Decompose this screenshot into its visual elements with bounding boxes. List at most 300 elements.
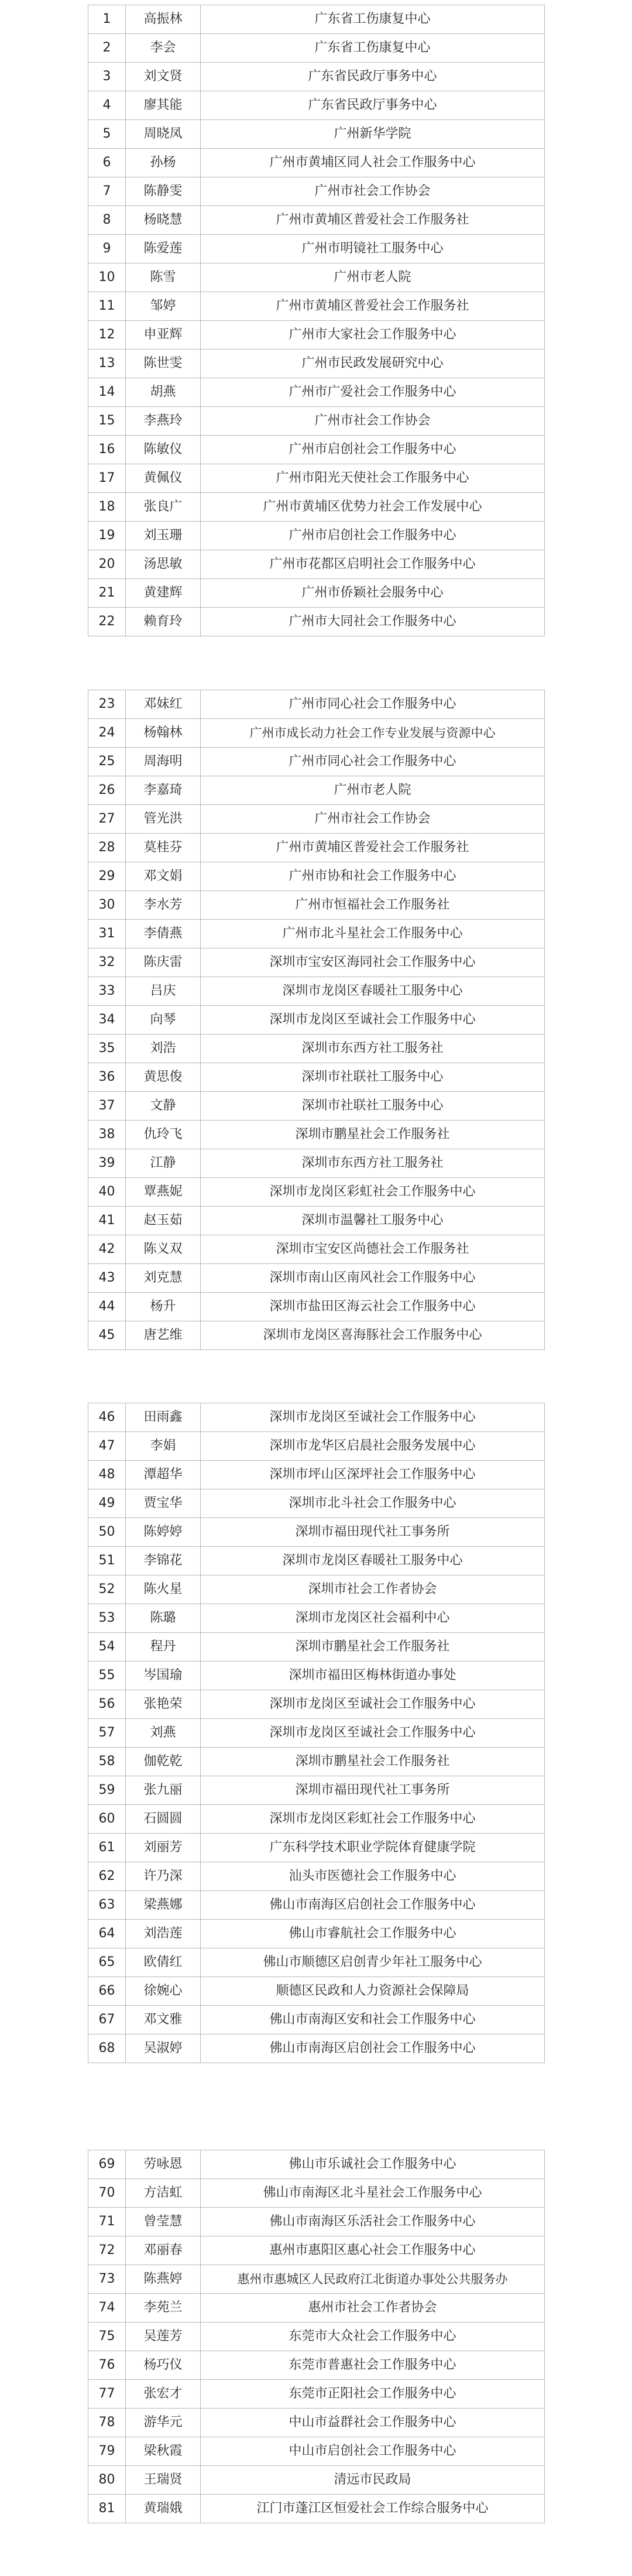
organization-cell: 广州市社会工作协会	[201, 177, 545, 206]
table-row	[88, 120, 545, 149]
table-row	[88, 1489, 545, 1518]
table-row	[88, 1403, 545, 1432]
row-number-cell: 78	[88, 2409, 126, 2437]
organization-cell: 佛山市南海区北斗星社会工作服务中心	[201, 2179, 545, 2208]
row-number-cell: 47	[88, 1432, 126, 1461]
table-row	[88, 1834, 545, 1862]
organization-cell: 广州市社会工作协会	[201, 407, 545, 436]
table-row	[88, 1920, 545, 1948]
row-number-cell: 10	[88, 263, 126, 292]
table-row	[88, 2006, 545, 2034]
table-row	[88, 948, 545, 977]
organization-cell: 广东省民政厅事务中心	[201, 91, 545, 120]
row-number-cell: 16	[88, 436, 126, 464]
roster-panel-4	[88, 2150, 544, 2523]
organization-cell: 佛山市乐诚社会工作服务中心	[201, 2150, 545, 2179]
organization-cell: 广州市黄埔区普爱社会工作服务社	[201, 292, 545, 321]
organization-cell: 佛山市南海区启创社会工作服务中心	[201, 2034, 545, 2063]
organization-cell: 惠州市惠城区人民政府江北街道办事处公共服务办	[201, 2265, 545, 2294]
person-name-cell: 张宏才	[126, 2380, 201, 2409]
person-name-cell: 周海明	[126, 748, 201, 776]
person-name-cell: 文静	[126, 1092, 201, 1121]
organization-cell: 深圳市鹏星社会工作服务社	[201, 1633, 545, 1662]
person-name-cell: 陈火星	[126, 1575, 201, 1604]
table-row	[88, 2380, 545, 2409]
organization-cell: 深圳市龙岗区至诚社会工作服务中心	[201, 1719, 545, 1748]
organization-cell: 深圳市龙岗区彩虹社会工作服务中心	[201, 1805, 545, 1834]
organization-cell: 深圳市龙岗区春暖社工服务中心	[201, 1547, 545, 1575]
table-row	[88, 748, 545, 776]
row-number-cell: 80	[88, 2466, 126, 2495]
table-row	[88, 1662, 545, 1690]
person-name-cell: 刘燕	[126, 1719, 201, 1748]
person-name-cell: 赵玉茹	[126, 1207, 201, 1235]
person-name-cell: 邓妹红	[126, 690, 201, 719]
row-number-cell: 58	[88, 1748, 126, 1776]
table-row	[88, 1121, 545, 1149]
organization-cell: 广州市老人院	[201, 776, 545, 805]
row-number-cell: 28	[88, 834, 126, 862]
organization-cell: 广州市同心社会工作服务中心	[201, 748, 545, 776]
person-name-cell: 覃燕妮	[126, 1178, 201, 1207]
person-name-cell: 赖育玲	[126, 608, 201, 636]
table-row	[88, 1977, 545, 2006]
person-name-cell: 高振林	[126, 5, 201, 34]
organization-cell: 广东科学技术职业学院体育健康学院	[201, 1834, 545, 1862]
row-number-cell: 20	[88, 550, 126, 579]
table-row	[88, 690, 545, 719]
row-number-cell: 3	[88, 63, 126, 91]
organization-cell: 广州新华学院	[201, 120, 545, 149]
table-row	[88, 436, 545, 464]
row-number-cell: 81	[88, 2495, 126, 2523]
organization-cell: 中山市益群社会工作服务中心	[201, 2409, 545, 2437]
row-number-cell: 25	[88, 748, 126, 776]
row-number-cell: 44	[88, 1293, 126, 1321]
row-number-cell: 7	[88, 177, 126, 206]
table-row	[88, 1518, 545, 1547]
person-name-cell: 邓文娟	[126, 862, 201, 891]
row-number-cell: 57	[88, 1719, 126, 1748]
organization-cell: 深圳市龙岗区至诚社会工作服务中心	[201, 1403, 545, 1432]
person-name-cell: 李倩燕	[126, 920, 201, 948]
table-row	[88, 2409, 545, 2437]
organization-cell: 广东省工伤康复中心	[201, 5, 545, 34]
row-number-cell: 43	[88, 1264, 126, 1293]
organization-cell: 深圳市龙岗区至诚社会工作服务中心	[201, 1006, 545, 1034]
person-name-cell: 张九丽	[126, 1776, 201, 1805]
person-name-cell: 杨升	[126, 1293, 201, 1321]
organization-cell: 广东省民政厅事务中心	[201, 63, 545, 91]
organization-cell: 清远市民政局	[201, 2466, 545, 2495]
person-name-cell: 黄佩仪	[126, 464, 201, 493]
table-row	[88, 1633, 545, 1662]
person-name-cell: 杨晓慧	[126, 206, 201, 235]
organization-cell: 深圳市龙岗区彩虹社会工作服务中心	[201, 1178, 545, 1207]
person-name-cell: 贾宝华	[126, 1489, 201, 1518]
roster-panel-1	[88, 5, 544, 636]
row-number-cell: 79	[88, 2437, 126, 2466]
table-row	[88, 34, 545, 63]
row-number-cell: 52	[88, 1575, 126, 1604]
person-name-cell: 刘丽芳	[126, 1834, 201, 1862]
row-number-cell: 75	[88, 2322, 126, 2351]
person-name-cell: 李娟	[126, 1432, 201, 1461]
table-row	[88, 1948, 545, 1977]
table-row	[88, 920, 545, 948]
row-number-cell: 68	[88, 2034, 126, 2063]
table-row	[88, 1604, 545, 1633]
roster-panel-3	[88, 1403, 544, 2063]
table-row	[88, 2034, 545, 2063]
row-number-cell: 67	[88, 2006, 126, 2034]
row-number-cell: 56	[88, 1690, 126, 1719]
row-number-cell: 31	[88, 920, 126, 948]
person-name-cell: 周晓凤	[126, 120, 201, 149]
organization-cell: 深圳市福田现代社工事务所	[201, 1776, 545, 1805]
table-row	[88, 1547, 545, 1575]
person-name-cell: 邓丽春	[126, 2236, 201, 2265]
table-row	[88, 407, 545, 436]
organization-cell: 惠州市惠阳区惠心社会工作服务中心	[201, 2236, 545, 2265]
table-row	[88, 1293, 545, 1321]
person-name-cell: 王瑞贤	[126, 2466, 201, 2495]
organization-cell: 广州市阳光天使社会工作服务中心	[201, 464, 545, 493]
person-name-cell: 陈庆雷	[126, 948, 201, 977]
organization-cell: 深圳市鹏星社会工作服务社	[201, 1121, 545, 1149]
table-row	[88, 834, 545, 862]
row-number-cell: 73	[88, 2265, 126, 2294]
row-number-cell: 41	[88, 1207, 126, 1235]
organization-cell: 广州市恒福社会工作服务社	[201, 891, 545, 920]
person-name-cell: 欧倩红	[126, 1948, 201, 1977]
person-name-cell: 李燕玲	[126, 407, 201, 436]
row-number-cell: 27	[88, 805, 126, 834]
row-number-cell: 54	[88, 1633, 126, 1662]
row-number-cell: 33	[88, 977, 126, 1006]
person-name-cell: 向琴	[126, 1006, 201, 1034]
organization-cell: 深圳市龙岗区至诚社会工作服务中心	[201, 1690, 545, 1719]
person-name-cell: 刘浩	[126, 1034, 201, 1063]
table-row	[88, 149, 545, 177]
person-name-cell: 陈燕婷	[126, 2265, 201, 2294]
organization-cell: 深圳市鹏星社会工作服务社	[201, 1748, 545, 1776]
person-name-cell: 李会	[126, 34, 201, 63]
table-row	[88, 263, 545, 292]
person-name-cell: 刘克慧	[126, 1264, 201, 1293]
organization-cell: 汕头市医德社会工作服务中心	[201, 1862, 545, 1891]
person-name-cell: 石圆圆	[126, 1805, 201, 1834]
organization-cell: 深圳市盐田区海云社会工作服务中心	[201, 1293, 545, 1321]
table-row	[88, 2437, 545, 2466]
person-name-cell: 江静	[126, 1149, 201, 1178]
person-name-cell: 田雨鑫	[126, 1403, 201, 1432]
table-row	[88, 1748, 545, 1776]
table-row	[88, 350, 545, 378]
organization-cell: 东莞市普惠社会工作服务中心	[201, 2351, 545, 2380]
organization-cell: 广州市老人院	[201, 263, 545, 292]
person-name-cell: 曾莹慧	[126, 2208, 201, 2236]
organization-cell: 中山市启创社会工作服务中心	[201, 2437, 545, 2466]
table-row	[88, 321, 545, 350]
organization-cell: 深圳市福田现代社工事务所	[201, 1518, 545, 1547]
person-name-cell: 潭超华	[126, 1461, 201, 1489]
table-row	[88, 493, 545, 522]
row-number-cell: 15	[88, 407, 126, 436]
table-row	[88, 378, 545, 407]
person-name-cell: 刘玉珊	[126, 522, 201, 550]
person-name-cell: 黄瑞娥	[126, 2495, 201, 2523]
row-number-cell: 19	[88, 522, 126, 550]
row-number-cell: 39	[88, 1149, 126, 1178]
table-row	[88, 292, 545, 321]
row-number-cell: 72	[88, 2236, 126, 2265]
row-number-cell: 5	[88, 120, 126, 149]
row-number-cell: 23	[88, 690, 126, 719]
table-row	[88, 1321, 545, 1350]
row-number-cell: 65	[88, 1948, 126, 1977]
table-row	[88, 1690, 545, 1719]
row-number-cell: 49	[88, 1489, 126, 1518]
row-number-cell: 40	[88, 1178, 126, 1207]
person-name-cell: 游华元	[126, 2409, 201, 2437]
person-name-cell: 申亚辉	[126, 321, 201, 350]
table-row	[88, 2265, 545, 2294]
organization-cell: 深圳市龙岗区社会福利中心	[201, 1604, 545, 1633]
person-name-cell: 徐婉心	[126, 1977, 201, 2006]
person-name-cell: 刘浩莲	[126, 1920, 201, 1948]
row-number-cell: 51	[88, 1547, 126, 1575]
row-number-cell: 42	[88, 1235, 126, 1264]
person-name-cell: 孙杨	[126, 149, 201, 177]
person-name-cell: 唐艺维	[126, 1321, 201, 1350]
person-name-cell: 陈婷婷	[126, 1518, 201, 1547]
table-row	[88, 235, 545, 263]
roster-table-3	[88, 1403, 545, 2063]
organization-cell: 广州市启创社会工作服务中心	[201, 436, 545, 464]
table-row	[88, 776, 545, 805]
organization-cell: 广州市协和社会工作服务中心	[201, 862, 545, 891]
organization-cell: 广州市黄埔区普爱社会工作服务社	[201, 206, 545, 235]
organization-cell: 佛山市睿航社会工作服务中心	[201, 1920, 545, 1948]
person-name-cell: 胡燕	[126, 378, 201, 407]
row-number-cell: 55	[88, 1662, 126, 1690]
organization-cell: 东莞市正阳社会工作服务中心	[201, 2380, 545, 2409]
row-number-cell: 6	[88, 149, 126, 177]
row-number-cell: 12	[88, 321, 126, 350]
row-number-cell: 34	[88, 1006, 126, 1034]
row-number-cell: 4	[88, 91, 126, 120]
organization-cell: 佛山市南海区乐活社会工作服务中心	[201, 2208, 545, 2236]
row-number-cell: 64	[88, 1920, 126, 1948]
organization-cell: 广州市启创社会工作服务中心	[201, 522, 545, 550]
organization-cell: 广州市成长动力社会工作专业发展与资源中心	[201, 719, 545, 748]
table-row	[88, 1862, 545, 1891]
person-name-cell: 程丹	[126, 1633, 201, 1662]
person-name-cell: 陈爱莲	[126, 235, 201, 263]
table-row	[88, 2351, 545, 2380]
organization-cell: 佛山市南海区安和社会工作服务中心	[201, 2006, 545, 2034]
person-name-cell: 廖其能	[126, 91, 201, 120]
table-row	[88, 805, 545, 834]
row-number-cell: 70	[88, 2179, 126, 2208]
organization-cell: 佛山市南海区启创社会工作服务中心	[201, 1891, 545, 1920]
person-name-cell: 张艳荣	[126, 1690, 201, 1719]
person-name-cell: 陈世雯	[126, 350, 201, 378]
roster-panel-2	[88, 690, 544, 1350]
organization-cell: 广州市北斗星社会工作服务中心	[201, 920, 545, 948]
person-name-cell: 刘文贤	[126, 63, 201, 91]
row-number-cell: 30	[88, 891, 126, 920]
organization-cell: 广州市花都区启明社会工作服务中心	[201, 550, 545, 579]
organization-cell: 深圳市北斗社会工作服务中心	[201, 1489, 545, 1518]
person-name-cell: 梁秋霞	[126, 2437, 201, 2466]
row-number-cell: 9	[88, 235, 126, 263]
person-name-cell: 岑国瑜	[126, 1662, 201, 1690]
row-number-cell: 26	[88, 776, 126, 805]
organization-cell: 深圳市南山区南风社会工作服务中心	[201, 1264, 545, 1293]
person-name-cell: 张良广	[126, 493, 201, 522]
table-row	[88, 1461, 545, 1489]
row-number-cell: 13	[88, 350, 126, 378]
table-row	[88, 5, 545, 34]
table-row	[88, 1149, 545, 1178]
person-name-cell: 黄思俊	[126, 1063, 201, 1092]
organization-cell: 深圳市东西方社工服务社	[201, 1149, 545, 1178]
row-number-cell: 14	[88, 378, 126, 407]
table-row	[88, 1719, 545, 1748]
organization-cell: 惠州市社会工作者协会	[201, 2294, 545, 2322]
organization-cell: 顺德区民政和人力资源社会保障局	[201, 1977, 545, 2006]
row-number-cell: 35	[88, 1034, 126, 1063]
person-name-cell: 梁燕娜	[126, 1891, 201, 1920]
organization-cell: 广州市民政发展研究中心	[201, 350, 545, 378]
row-number-cell: 69	[88, 2150, 126, 2179]
table-row	[88, 891, 545, 920]
organization-cell: 江门市蓬江区恒爱社会工作综合服务中心	[201, 2495, 545, 2523]
person-name-cell: 陈雪	[126, 263, 201, 292]
table-row	[88, 1235, 545, 1264]
row-number-cell: 29	[88, 862, 126, 891]
table-row	[88, 2294, 545, 2322]
person-name-cell: 陈敏仪	[126, 436, 201, 464]
person-name-cell: 伽乾乾	[126, 1748, 201, 1776]
person-name-cell: 邓文雅	[126, 2006, 201, 2034]
person-name-cell: 李苑兰	[126, 2294, 201, 2322]
person-name-cell: 吴莲芳	[126, 2322, 201, 2351]
person-name-cell: 方洁虹	[126, 2179, 201, 2208]
row-number-cell: 61	[88, 1834, 126, 1862]
row-number-cell: 22	[88, 608, 126, 636]
row-number-cell: 37	[88, 1092, 126, 1121]
table-row	[88, 2150, 545, 2179]
person-name-cell: 吕庆	[126, 977, 201, 1006]
table-row	[88, 579, 545, 608]
table-row	[88, 1092, 545, 1121]
row-number-cell: 11	[88, 292, 126, 321]
person-name-cell: 邹婷	[126, 292, 201, 321]
organization-cell: 广州市大同社会工作服务中心	[201, 608, 545, 636]
row-number-cell: 77	[88, 2380, 126, 2409]
person-name-cell: 李嘉琦	[126, 776, 201, 805]
organization-cell: 广州市广爱社会工作服务中心	[201, 378, 545, 407]
row-number-cell: 50	[88, 1518, 126, 1547]
table-row	[88, 2208, 545, 2236]
organization-cell: 广州市侨颖社会服务中心	[201, 579, 545, 608]
roster-table-1	[88, 5, 545, 636]
table-row	[88, 2322, 545, 2351]
row-number-cell: 71	[88, 2208, 126, 2236]
organization-cell: 广州市黄埔区同人社会工作服务中心	[201, 149, 545, 177]
row-number-cell: 1	[88, 5, 126, 34]
person-name-cell: 陈璐	[126, 1604, 201, 1633]
table-row	[88, 1264, 545, 1293]
organization-cell: 佛山市顺德区启创青少年社工服务中心	[201, 1948, 545, 1977]
table-row	[88, 1432, 545, 1461]
organization-cell: 广州市黄埔区优势力社会工作发展中心	[201, 493, 545, 522]
table-row	[88, 1063, 545, 1092]
row-number-cell: 63	[88, 1891, 126, 1920]
person-name-cell: 莫桂芬	[126, 834, 201, 862]
person-name-cell: 许乃深	[126, 1862, 201, 1891]
row-number-cell: 8	[88, 206, 126, 235]
row-number-cell: 66	[88, 1977, 126, 2006]
organization-cell: 深圳市福田区梅林街道办事处	[201, 1662, 545, 1690]
person-name-cell: 黄建辉	[126, 579, 201, 608]
person-name-cell: 汤思敏	[126, 550, 201, 579]
person-name-cell: 陈静雯	[126, 177, 201, 206]
person-name-cell: 吴淑婷	[126, 2034, 201, 2063]
row-number-cell: 24	[88, 719, 126, 748]
row-number-cell: 38	[88, 1121, 126, 1149]
organization-cell: 深圳市社会工作者协会	[201, 1575, 545, 1604]
table-row	[88, 862, 545, 891]
table-row	[88, 2466, 545, 2495]
organization-cell: 广东省工伤康复中心	[201, 34, 545, 63]
table-row	[88, 177, 545, 206]
table-row	[88, 1891, 545, 1920]
table-row	[88, 2179, 545, 2208]
organization-cell: 广州市同心社会工作服务中心	[201, 690, 545, 719]
person-name-cell: 李水芳	[126, 891, 201, 920]
table-row	[88, 1805, 545, 1834]
row-number-cell: 2	[88, 34, 126, 63]
table-row	[88, 1034, 545, 1063]
row-number-cell: 76	[88, 2351, 126, 2380]
table-row	[88, 1006, 545, 1034]
table-row	[88, 1575, 545, 1604]
organization-cell: 深圳市宝安区海同社会工作服务中心	[201, 948, 545, 977]
organization-cell: 深圳市温馨社工服务中心	[201, 1207, 545, 1235]
row-number-cell: 17	[88, 464, 126, 493]
person-name-cell: 仇玲飞	[126, 1121, 201, 1149]
organization-cell: 深圳市坪山区深坪社会工作服务中心	[201, 1461, 545, 1489]
table-row	[88, 2495, 545, 2523]
row-number-cell: 74	[88, 2294, 126, 2322]
row-number-cell: 62	[88, 1862, 126, 1891]
row-number-cell: 60	[88, 1805, 126, 1834]
row-number-cell: 48	[88, 1461, 126, 1489]
table-row	[88, 719, 545, 748]
organization-cell: 深圳市社联社工服务中心	[201, 1063, 545, 1092]
organization-cell: 深圳市龙岗区春暖社工服务中心	[201, 977, 545, 1006]
table-row	[88, 522, 545, 550]
organization-cell: 深圳市龙华区启晨社会服务发展中心	[201, 1432, 545, 1461]
person-name-cell: 管光洪	[126, 805, 201, 834]
row-number-cell: 59	[88, 1776, 126, 1805]
person-name-cell: 陈义双	[126, 1235, 201, 1264]
organization-cell: 广州市明镜社工服务中心	[201, 235, 545, 263]
